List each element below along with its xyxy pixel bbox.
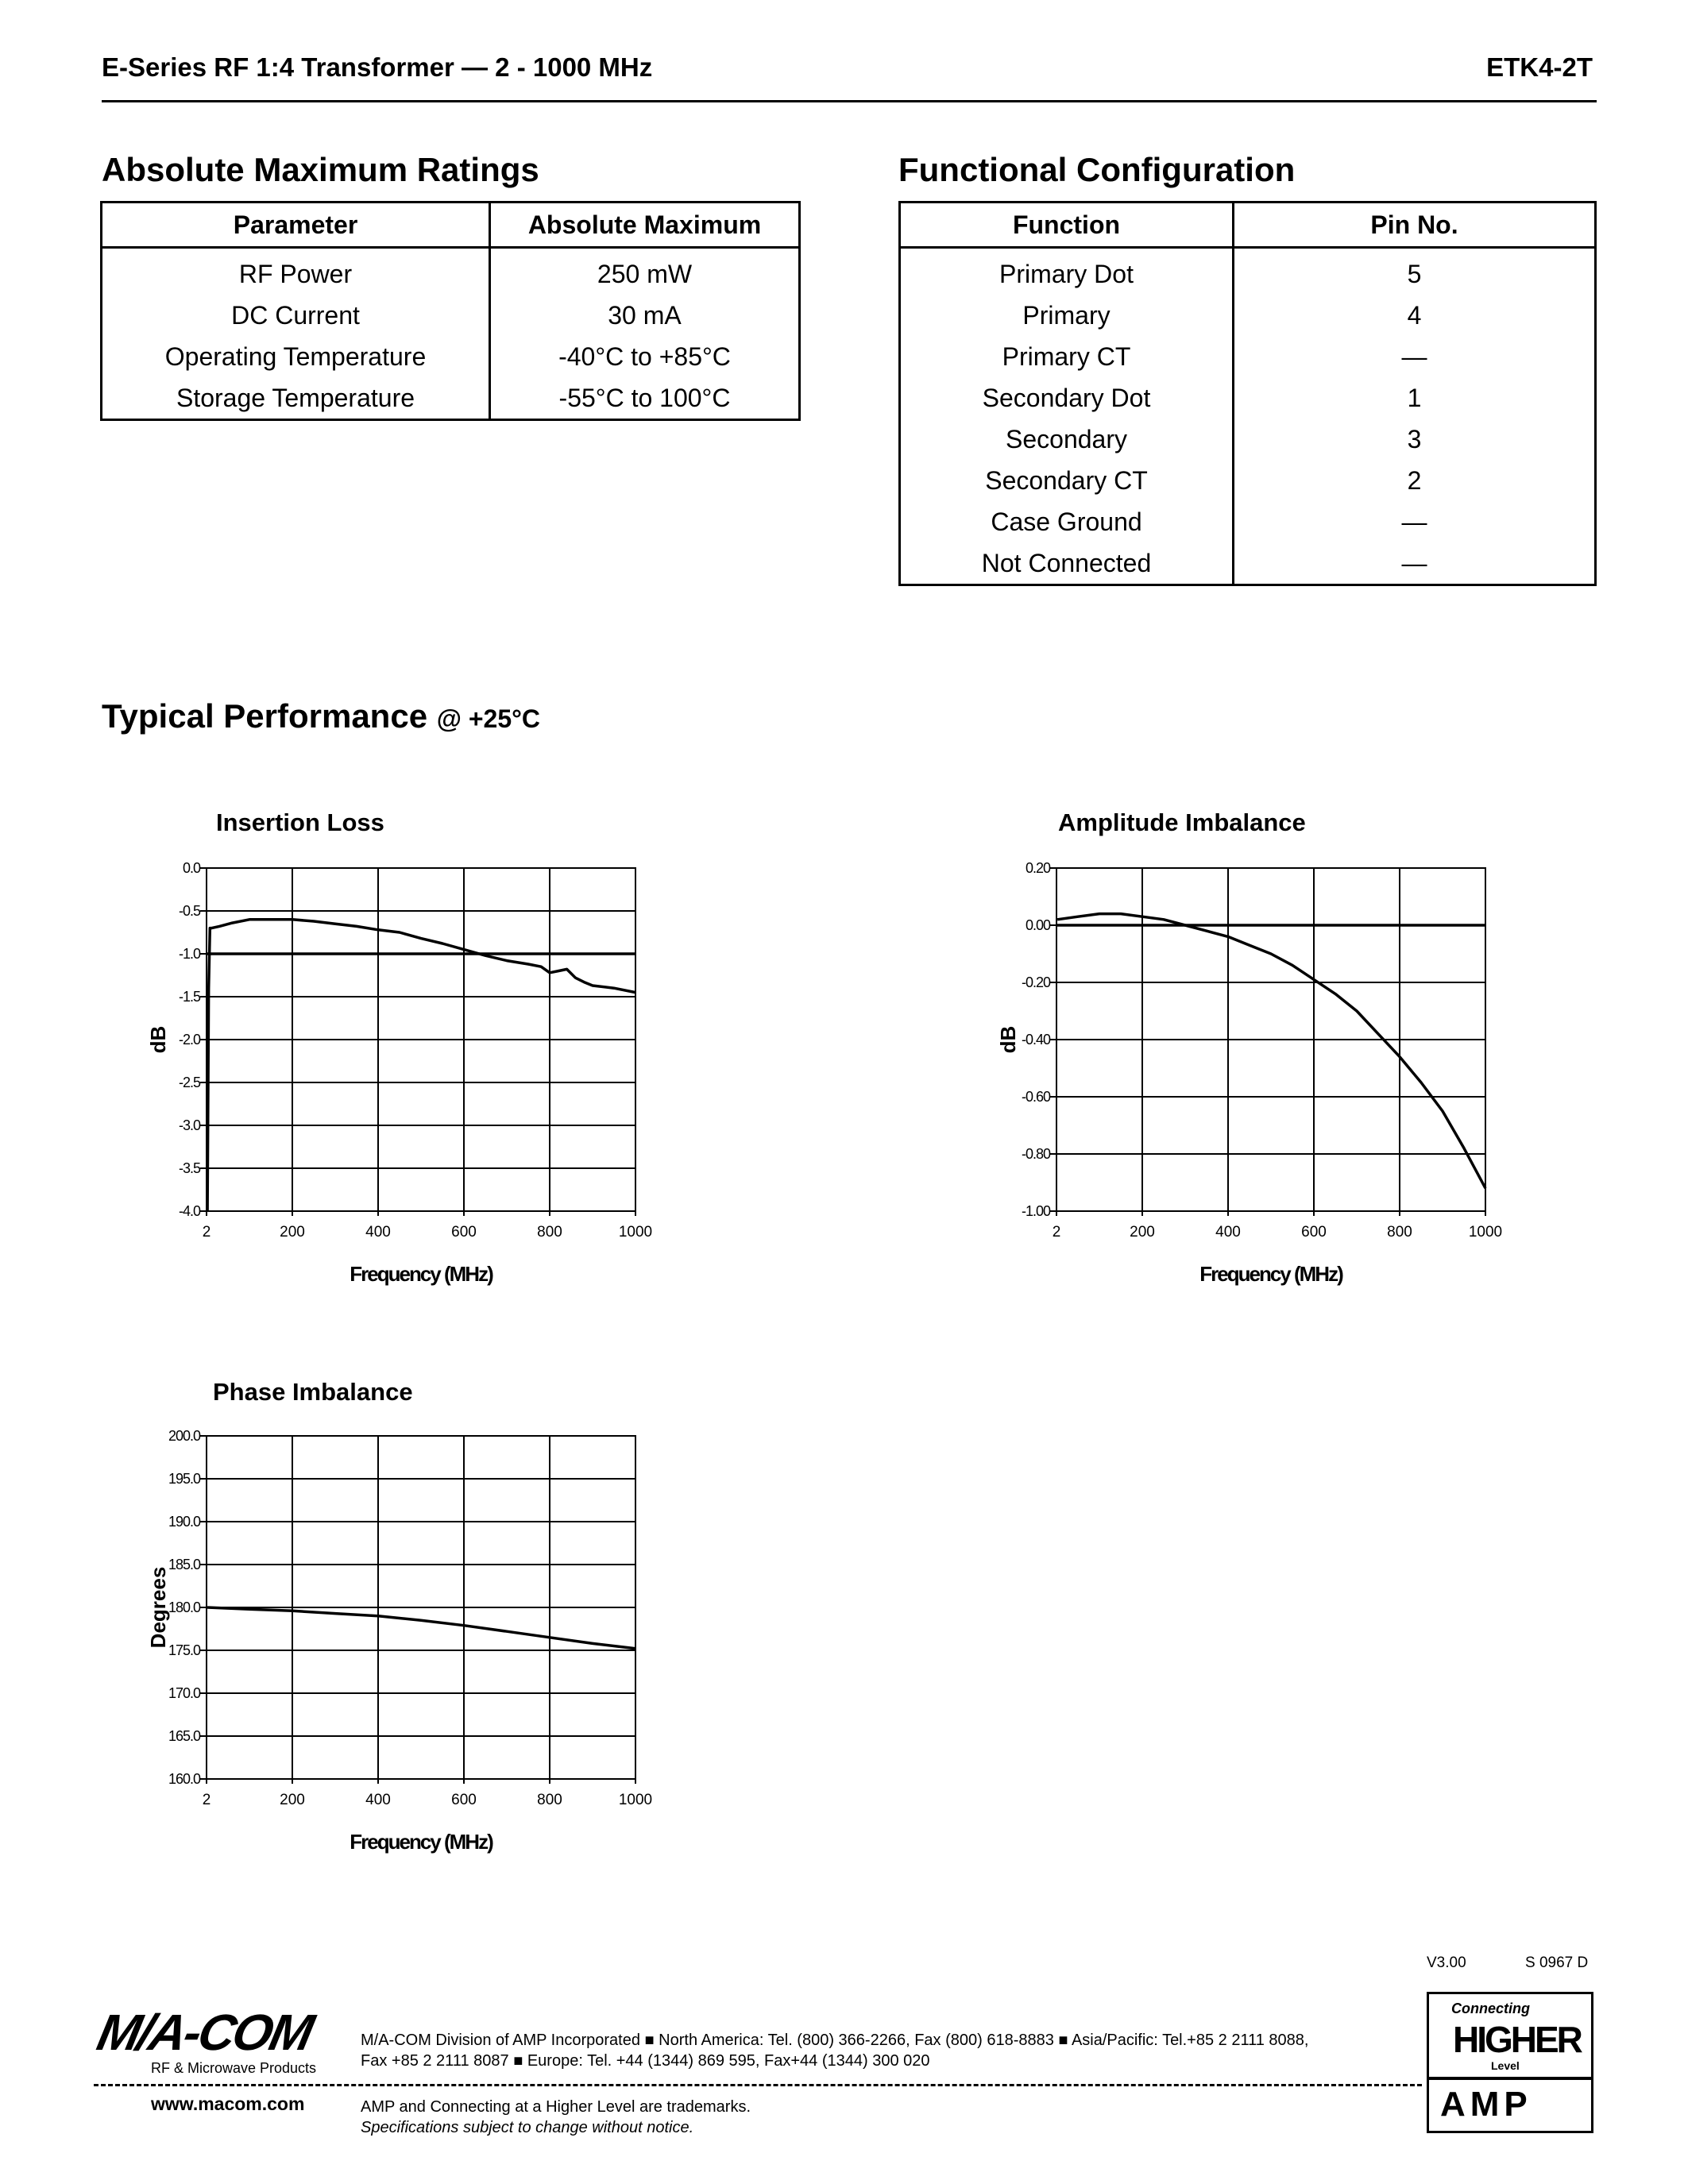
- website-link[interactable]: www.macom.com: [151, 2093, 305, 2114]
- document-number: S 0967 D: [1525, 1954, 1589, 1971]
- y-tick-label: 190.0: [168, 1514, 200, 1530]
- y-tick-label: -0.5: [178, 903, 200, 919]
- y-tick-label: 200.0: [168, 1428, 200, 1444]
- table-cell: DC Current: [231, 300, 360, 330]
- part-number: ETK4-2T: [1486, 52, 1593, 82]
- table-row: [900, 248, 1596, 295]
- amp-badge: [1427, 1992, 1593, 2133]
- phase-imbalance-chart: [135, 1422, 675, 1866]
- table-cell: Primary Dot: [999, 259, 1134, 288]
- y-tick-label: 0.0: [182, 860, 200, 876]
- table-row: [900, 542, 1596, 585]
- functional-title: Functional Configuration: [898, 151, 1296, 188]
- amp-badge-rule: [1429, 2077, 1591, 2080]
- version-label: V3.00: [1427, 1954, 1466, 1971]
- disclaimer-text: Specifications subject to change without notice.: [361, 2119, 694, 2136]
- macom-logo-text: M/A-COM: [92, 2004, 317, 2061]
- table-cell: Storage Temperature: [176, 383, 415, 412]
- y-tick-label: -0.60: [1021, 1089, 1050, 1105]
- x-axis-label: Frequency (MHz): [350, 1262, 492, 1286]
- table-row: [900, 336, 1596, 377]
- ratings-title: Absolute Maximum Ratings: [102, 151, 539, 188]
- x-tick-label: 600: [451, 1224, 477, 1241]
- series-line: [207, 920, 635, 1211]
- y-tick-label: -1.0: [178, 946, 200, 962]
- functional-col-pin: Pin No.: [1234, 203, 1596, 248]
- y-tick-label: -0.40: [1021, 1032, 1050, 1048]
- y-axis-label: dB: [146, 1025, 170, 1054]
- table-cell: 5: [1234, 248, 1596, 295]
- amp-badge-level: Level: [1491, 2059, 1520, 2072]
- x-tick-label: 2: [1052, 1224, 1061, 1241]
- table-cell: 3: [1234, 419, 1596, 460]
- table-cell: Not Connected: [981, 548, 1152, 577]
- table-cell: -40°C to +85°C: [490, 336, 800, 377]
- macom-logo: [92, 2004, 329, 2078]
- ratings-col-max: Absolute Maximum: [490, 203, 800, 248]
- table-cell: —: [1234, 542, 1596, 585]
- table-row: [102, 336, 800, 377]
- x-tick-label: 1000: [1468, 1224, 1503, 1241]
- y-tick-label: -3.0: [178, 1117, 200, 1133]
- table-cell: 1: [1234, 377, 1596, 419]
- y-tick-label: -2.0: [178, 1032, 200, 1048]
- table-cell: Primary: [1022, 300, 1111, 330]
- amp-badge-higher: HIGHER: [1453, 2019, 1581, 2060]
- y-axis-label: dB: [996, 1025, 1020, 1054]
- document-title: E-Series RF 1:4 Transformer — 2 - 1000 MHz: [102, 52, 653, 82]
- header-rule: [102, 100, 1597, 102]
- table-row: [102, 295, 800, 336]
- table-cell: RF Power: [238, 259, 353, 288]
- insertion-loss-chart: [135, 854, 675, 1298]
- x-tick-label: 800: [537, 1792, 562, 1808]
- table-row: [900, 501, 1596, 542]
- trademark-notice: [361, 2097, 751, 2138]
- amp-badge-top: Connecting: [1451, 2001, 1530, 2016]
- table-cell: 250 mW: [490, 248, 800, 295]
- table-row: [900, 460, 1596, 501]
- performance-condition: @ +25°C: [436, 704, 541, 733]
- y-tick-label: 160.0: [168, 1771, 200, 1787]
- table-cell: 2: [1234, 460, 1596, 501]
- ratings-table: [100, 201, 801, 421]
- phase-imbalance-title: Phase Imbalance: [213, 1378, 413, 1406]
- x-tick-label: 400: [365, 1792, 391, 1808]
- insertion-loss-title: Insertion Loss: [216, 808, 384, 836]
- contact-line-2: Fax +85 2 2111 8087 ■ Europe: Tel. +44 (1344) 869 595, Fax+44 (1344) 300 020: [361, 2052, 930, 2070]
- y-tick-label: -3.5: [178, 1160, 200, 1176]
- x-axis-label: Frequency (MHz): [1199, 1262, 1342, 1286]
- table-row: [900, 419, 1596, 460]
- y-tick-label: 185.0: [168, 1557, 200, 1572]
- table-cell: Secondary: [1006, 424, 1127, 453]
- amplitude-imbalance-title: Amplitude Imbalance: [1058, 808, 1306, 836]
- trademark-text: AMP and Connecting at a Higher Level are trademarks.: [361, 2098, 751, 2116]
- contact-line-1: M/A-COM Division of AMP Incorporated ■ North America: Tel. (800) 366-2266, Fax (800) 618-8883 ■ Asia/Pacific: Tel.+85 2 2111 8088,: [361, 2032, 1309, 2049]
- x-axis-label: Frequency (MHz): [350, 1830, 492, 1854]
- y-tick-label: 165.0: [168, 1728, 200, 1744]
- y-tick-label: 180.0: [168, 1599, 200, 1615]
- x-tick-label: 1000: [618, 1792, 653, 1808]
- y-tick-label: 195.0: [168, 1471, 200, 1487]
- x-tick-label: 200: [280, 1224, 305, 1241]
- table-row: [102, 377, 800, 420]
- x-tick-label: 600: [451, 1792, 477, 1808]
- ratings-col-parameter: Parameter: [102, 203, 490, 248]
- macom-logo-subtitle: RF & Microwave Products: [151, 2060, 317, 2076]
- table-cell: Secondary CT: [985, 465, 1148, 495]
- y-tick-label: -1.00: [1021, 1203, 1050, 1219]
- table-row: [102, 248, 800, 295]
- y-tick-label: 170.0: [168, 1685, 200, 1701]
- performance-title-text: Typical Performance: [102, 697, 428, 735]
- table-cell: Case Ground: [991, 507, 1142, 536]
- amp-badge-brand: AMP: [1440, 2085, 1532, 2124]
- y-tick-label: 0.20: [1025, 860, 1050, 876]
- table-row: [900, 295, 1596, 336]
- x-tick-label: 600: [1301, 1224, 1327, 1241]
- y-tick-label: -0.80: [1021, 1146, 1050, 1162]
- table-cell: -55°C to 100°C: [490, 377, 800, 420]
- y-axis-label: Degrees: [146, 1566, 170, 1649]
- x-tick-label: 2: [202, 1792, 211, 1808]
- y-tick-label: 175.0: [168, 1642, 200, 1658]
- x-tick-label: 200: [1130, 1224, 1155, 1241]
- x-tick-label: 200: [280, 1792, 305, 1808]
- x-tick-label: 400: [1215, 1224, 1241, 1241]
- table-cell: Secondary Dot: [982, 383, 1151, 412]
- table-cell: Operating Temperature: [164, 341, 427, 371]
- table-cell: —: [1234, 336, 1596, 377]
- y-tick-label: -2.5: [178, 1075, 200, 1090]
- x-tick-label: 800: [537, 1224, 562, 1241]
- x-tick-label: 800: [1387, 1224, 1412, 1241]
- table-cell: 30 mA: [490, 295, 800, 336]
- table-cell: Primary CT: [1002, 341, 1131, 371]
- contact-info: [361, 2030, 1417, 2071]
- table-cell: 4: [1234, 295, 1596, 336]
- series-line: [1057, 914, 1485, 1189]
- x-tick-label: 400: [365, 1224, 391, 1241]
- y-tick-label: -4.0: [178, 1203, 200, 1219]
- y-tick-label: 0.00: [1025, 917, 1050, 933]
- amplitude-imbalance-chart: [985, 854, 1525, 1298]
- series-line: [207, 1607, 635, 1649]
- functional-table: [898, 201, 1597, 586]
- y-tick-label: -0.20: [1021, 974, 1050, 990]
- table-cell: —: [1234, 501, 1596, 542]
- x-tick-label: 2: [202, 1224, 211, 1241]
- x-tick-label: 1000: [618, 1224, 653, 1241]
- performance-title: [102, 697, 540, 735]
- y-tick-label: -1.5: [178, 989, 200, 1005]
- footer-rule: [94, 2084, 1422, 2086]
- table-row: [900, 377, 1596, 419]
- functional-col-function: Function: [900, 203, 1234, 248]
